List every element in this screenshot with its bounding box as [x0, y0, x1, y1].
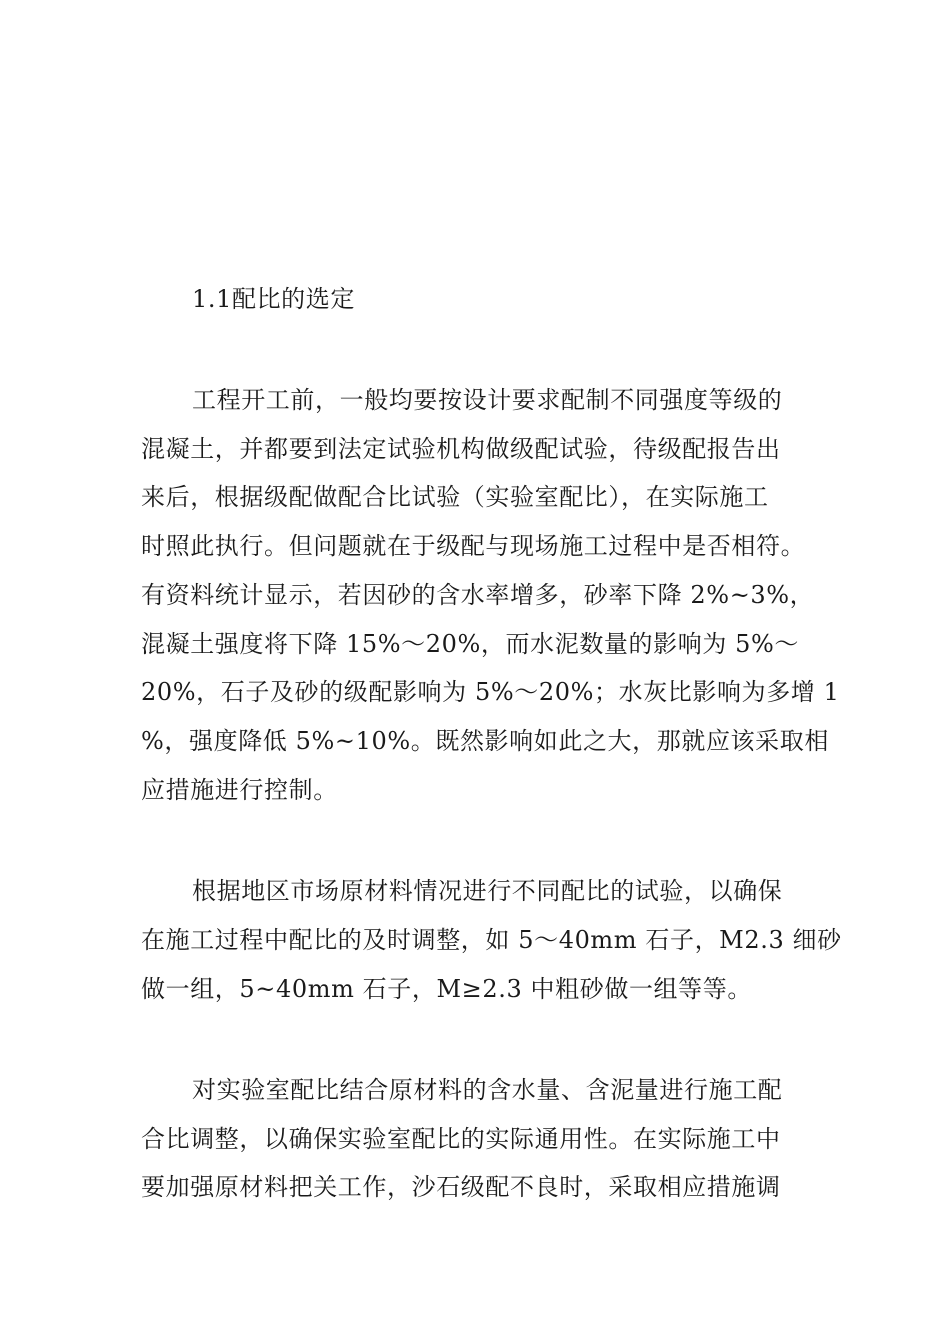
- paragraph-line: 对实验室配比结合原材料的含水量、含泥量进行施工配: [192, 1076, 783, 1104]
- paragraph-line: 有资料统计显示，若因砂的含水率增多，砂率下降 2%~3%，: [141, 581, 815, 609]
- paragraph-line: 根据地区市场原材料情况进行不同配比的试验，以确保: [192, 877, 783, 905]
- paragraph-line: 20%，石子及砂的级配影响为 5%～20%；水灰比影响为多增 1: [141, 678, 840, 706]
- paragraph-line: 应措施进行控制。: [141, 776, 338, 804]
- paragraph-line: 混凝土强度将下降 15%～20%，而水泥数量的影响为 5%～: [141, 630, 800, 658]
- paragraph-line: 工程开工前，一般均要按设计要求配制不同强度等级的: [192, 386, 783, 414]
- paragraph-line: 做一组，5~40mm 石子，M≥2.3 中粗砂做一组等等。: [141, 975, 752, 1003]
- paragraph-line: %，强度降低 5%~10%。既然影响如此之大，那就应该采取相: [141, 727, 829, 755]
- paragraph-line: 来后，根据级配做配合比试验（实验室配比），在实际施工: [141, 483, 769, 511]
- paragraph-line: 混凝土，并都要到法定试验机构做级配试验，待级配报告出: [141, 435, 781, 463]
- section-heading: 1.1配比的选定: [192, 285, 355, 313]
- paragraph-line: 时照此执行。但问题就在于级配与现场施工过程中是否相符。: [141, 532, 806, 560]
- paragraph-line: 合比调整，以确保实验室配比的实际通用性。在实际施工中: [141, 1125, 781, 1153]
- paragraph-line: 在施工过程中配比的及时调整，如 5～40mm 石子，M2.3 细砂: [141, 926, 842, 954]
- paragraph-line: 要加强原材料把关工作，沙石级配不良时，采取相应措施调: [141, 1173, 781, 1201]
